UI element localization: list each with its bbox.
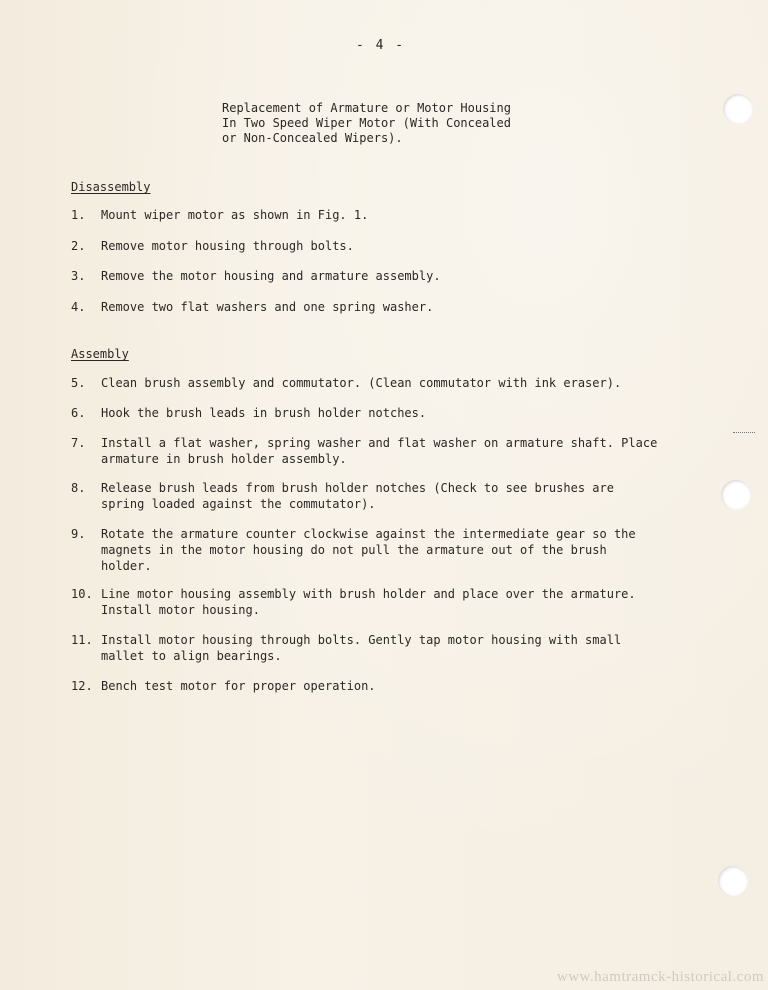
- step-item: [71, 632, 661, 664]
- assembly-heading: Assembly: [71, 347, 129, 361]
- title-line: Replacement of Armature or Motor Housing: [222, 101, 511, 115]
- step-number: 6.: [71, 406, 86, 420]
- step-item: [71, 375, 661, 391]
- page-number: - 4 -: [356, 38, 406, 53]
- step-number: 10.: [71, 587, 93, 601]
- step-item: [71, 435, 661, 467]
- binder-hole-middle: [721, 480, 751, 510]
- step-text: Install motor housing through bolts. Gently tap motor housing with small mallet to align bearings.: [101, 633, 622, 663]
- step-text: Remove two flat washers and one spring washer.: [101, 300, 434, 314]
- step-item: [71, 405, 661, 421]
- step-item: [71, 238, 661, 254]
- document-title: [222, 101, 511, 146]
- step-text: Clean brush assembly and commutator. (Clean commutator with ink eraser).: [101, 376, 622, 390]
- step-text: Rotate the armature counter clockwise against the intermediate gear so the magnets in the motor housing do not pull the armature out of the brush holder.: [101, 527, 636, 573]
- step-item: [71, 678, 661, 694]
- binder-hole-bottom: [718, 866, 748, 896]
- step-item: [71, 268, 661, 284]
- step-number: 5.: [71, 376, 86, 390]
- binder-hole-top: [723, 94, 753, 124]
- step-text: Hook the brush leads in brush holder notches.: [101, 406, 427, 420]
- watermark: www.hamtramck-historical.com: [556, 969, 764, 985]
- step-number: 3.: [71, 269, 86, 283]
- step-number: 2.: [71, 239, 86, 253]
- step-text: Remove the motor housing and armature assembly.: [101, 269, 441, 283]
- title-line: or Non-Concealed Wipers).: [222, 131, 403, 145]
- paper-mark: [733, 432, 755, 436]
- step-text: Bench test motor for proper operation.: [101, 679, 376, 693]
- step-item: [71, 299, 661, 315]
- step-number: 9.: [71, 527, 86, 541]
- step-number: 4.: [71, 300, 86, 314]
- step-item: [71, 480, 661, 512]
- step-number: 8.: [71, 481, 86, 495]
- step-number: 11.: [71, 633, 93, 647]
- step-number: 7.: [71, 436, 86, 450]
- step-number: 12.: [71, 679, 93, 693]
- step-text: Remove motor housing through bolts.: [101, 239, 354, 253]
- title-line: In Two Speed Wiper Motor (With Concealed: [222, 116, 511, 130]
- step-item: [71, 586, 661, 618]
- step-text: Mount wiper motor as shown in Fig. 1.: [101, 208, 369, 222]
- disassembly-heading: Disassembly: [71, 180, 151, 194]
- step-text: Line motor housing assembly with brush holder and place over the armature. Install motor housing.: [101, 587, 636, 617]
- step-number: 1.: [71, 208, 86, 222]
- step-text: Release brush leads from brush holder notches (Check to see brushes are spring loaded against the commutator).: [101, 481, 614, 511]
- step-item: [71, 207, 661, 223]
- step-text: Install a flat washer, spring washer and flat washer on armature shaft. Place armature in brush holder assembly.: [101, 436, 658, 466]
- step-item: [71, 526, 661, 574]
